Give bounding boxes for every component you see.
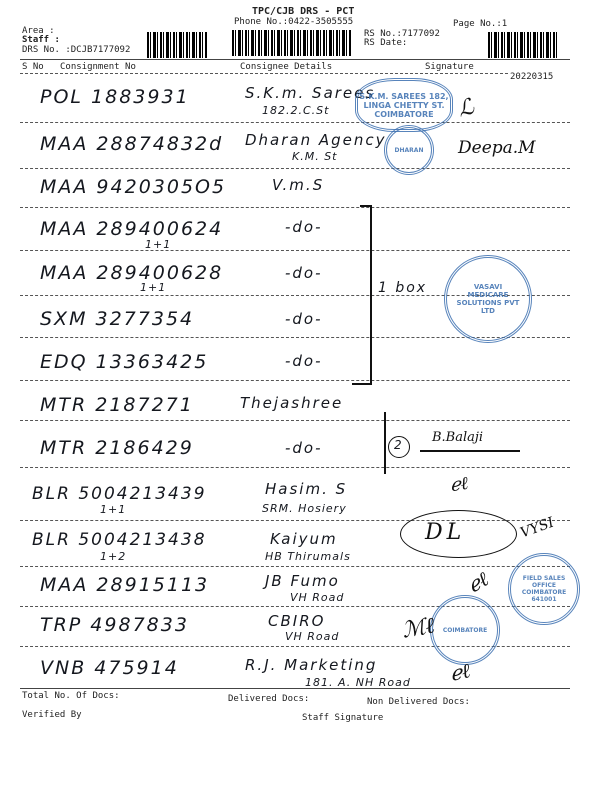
- row-divider: [20, 420, 570, 421]
- signature-underline: [420, 450, 520, 452]
- rs-number: RS No.:7177092: [364, 29, 440, 39]
- signature-scrawl-2: ℳℓ: [400, 613, 437, 644]
- consignee-name: Hasim. S: [265, 480, 348, 498]
- consignee-name: -do-: [285, 218, 323, 236]
- col-sno: S No: [22, 62, 44, 72]
- consignee-address: HB Thirumals: [265, 550, 351, 563]
- item-count: 1+1: [100, 503, 127, 516]
- signature-scrawl: ℯℓ: [463, 566, 493, 598]
- dharan-stamp: DHARAN: [384, 125, 434, 175]
- round-office-stamp: COIMBATORE: [430, 595, 500, 665]
- field-sales-office-stamp: FIELD SALES OFFICE COIMBATORE 641001: [508, 553, 580, 625]
- signature-balaji: B.Balaji: [432, 430, 484, 445]
- consignee-name: JB Fumo: [265, 572, 340, 590]
- consignee-address: SRM. Hosiery: [262, 502, 347, 515]
- box-note: 1 box: [378, 280, 428, 296]
- signature-dl: DL: [425, 520, 466, 545]
- row-divider: [20, 566, 570, 567]
- consignee-name: Thejashree: [240, 394, 344, 412]
- columns-divider: [20, 73, 508, 74]
- signature-skm: ℒ: [455, 94, 477, 123]
- pair-bracket: [384, 412, 386, 474]
- row-divider: [20, 380, 570, 381]
- drs-number: DRS No. :DCJB7177092: [22, 45, 131, 55]
- row-divider: [20, 467, 570, 468]
- group-bracket-bottom: [352, 383, 372, 385]
- barcode-center: [232, 30, 352, 56]
- consignment-number: BLR 5004213439: [32, 484, 207, 504]
- consignment-number: MTR 2186429: [40, 437, 194, 459]
- total-docs-label: Total No. Of Docs:: [22, 691, 120, 701]
- consignee-name: Kaiyum: [270, 530, 338, 548]
- consignee-name: Dharan Agency: [245, 131, 387, 149]
- consignee-name: -do-: [285, 310, 323, 328]
- group-bracket: [370, 205, 372, 385]
- vasavi-medicare-stamp: VASAVI MEDICARE SOLUTIONS PVT LTD: [444, 255, 532, 343]
- col-signature: Signature: [425, 62, 474, 72]
- consignment-number: TRP 4987833: [40, 614, 189, 636]
- consignment-number: BLR 5004213438: [32, 530, 207, 550]
- rs-date: RS Date:: [364, 38, 408, 48]
- row-divider: [20, 207, 570, 208]
- consignee-name: -do-: [285, 439, 323, 457]
- consignee-name: S.K.m. Sarees: [245, 84, 376, 102]
- group-bracket-top: [360, 205, 372, 207]
- delivered-docs-label: Delivered Docs:: [228, 694, 310, 704]
- signature-deepa: Deepa.M: [458, 138, 536, 158]
- row-divider: [20, 168, 570, 169]
- consignment-number: VNB 475914: [40, 657, 179, 679]
- count-number: 2: [394, 438, 402, 452]
- header-divider: [20, 59, 570, 60]
- row-divider: [20, 250, 570, 251]
- consignment-number: MAA 289400628: [40, 262, 224, 284]
- consignment-number: MAA 289400624: [40, 218, 224, 240]
- consignment-number: SXM 3277354: [40, 308, 195, 330]
- consignee-name: -do-: [285, 352, 323, 370]
- col-consignee: Consignee Details: [240, 62, 333, 72]
- non-delivered-docs-label: Non Delivered Docs:: [367, 697, 470, 707]
- consignee-address: VH Road: [285, 630, 340, 643]
- consignee-address: VH Road: [290, 591, 345, 604]
- consignment-number: MAA 9420305O5: [40, 176, 227, 198]
- consignee-name: -do-: [285, 264, 323, 282]
- date-stamp: 20220315: [510, 72, 554, 82]
- staff-label: Staff :: [22, 35, 60, 45]
- consignee-name: R.J. Marketing: [245, 656, 378, 674]
- row-divider: [20, 122, 570, 123]
- consignee-name: V.m.S: [272, 176, 325, 194]
- consignment-number: MAA 28915113: [40, 574, 210, 596]
- staff-signature-label: Staff Signature: [302, 713, 384, 723]
- item-count: 1+2: [100, 550, 127, 563]
- col-consignment: Consignment No: [60, 62, 136, 72]
- signature-scrawl-3: ℯℓ: [447, 658, 473, 686]
- area-label: Area :: [22, 26, 55, 36]
- barcode-right: [488, 32, 558, 58]
- footer-divider: [20, 688, 570, 689]
- consignee-address: K.M. St: [292, 150, 338, 163]
- consignment-number: POL 1883931: [40, 86, 190, 108]
- consignee-address: 182.2.C.St: [262, 104, 330, 117]
- report-title: TPC/CJB DRS - PCT: [252, 6, 355, 17]
- signature-receiver: ℯℓ: [448, 472, 470, 497]
- signature-vysi: VYSI: [518, 514, 557, 542]
- item-count: 1+1: [145, 238, 172, 251]
- consignment-number: EDQ 13363425: [40, 351, 209, 373]
- verified-by-label: Verified By: [22, 710, 82, 720]
- skm-sarees-stamp: S.K.M. SAREES 182, LINGA CHETTY ST. COIMBATORE: [355, 78, 453, 132]
- item-count: 1+1: [140, 281, 167, 294]
- consignee-address: 181. A. NH Road: [305, 676, 411, 689]
- consignment-number: MAA 28874832d: [40, 133, 224, 155]
- phone-number: Phone No.:0422-3505555: [234, 17, 354, 27]
- barcode-left: [147, 32, 207, 58]
- page-number: Page No.:1: [453, 19, 508, 29]
- consignee-name: CBIRO: [268, 612, 326, 630]
- consignment-number: MTR 2187271: [40, 394, 194, 416]
